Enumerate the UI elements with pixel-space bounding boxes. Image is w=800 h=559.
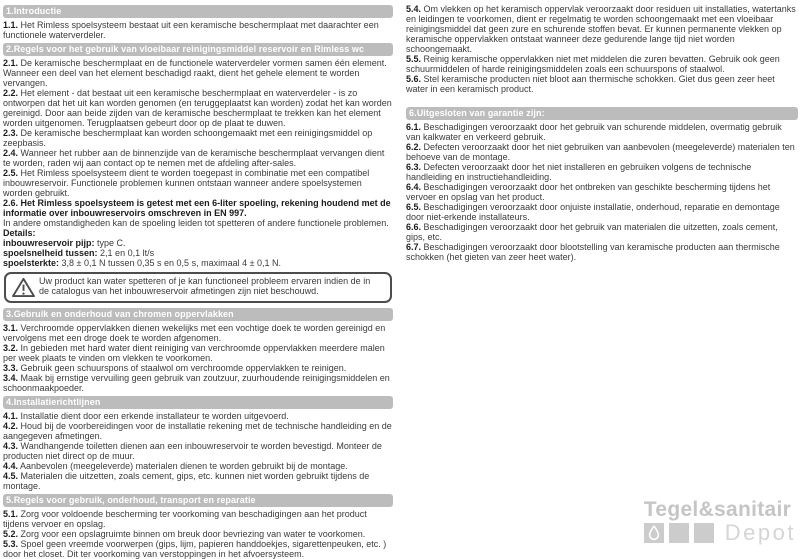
- item-text: Beschadigingen veroorzaakt door het ontbreken van geschikte bescherming tijdens het vervoer en opslag van het product.: [406, 182, 771, 202]
- paragraph: [406, 142, 798, 162]
- item-number: 6.1.: [406, 122, 422, 132]
- paragraph: [406, 54, 798, 74]
- paragraph: [406, 4, 798, 54]
- item-text: Beschadigingen veroorzaakt door blootstelling van keramische producten aan thermische schokken (het gieten van zeer heet water).: [406, 242, 780, 262]
- paragraph: [406, 222, 798, 242]
- item-text: Het Rimless spoelsysteem is getest met een 6-liter spoeling, rekening houdend met de informatie over inbouwreservoirs omschreven in EN 997.: [3, 198, 391, 218]
- paragraph: [406, 182, 798, 202]
- paragraph: [3, 411, 393, 421]
- item-number: 5.6.: [406, 74, 422, 84]
- item-text: Aanbevolen (meegeleverde) materialen dienen te worden gebruikt bij de montage.: [20, 461, 348, 471]
- item-text: In andere omstandigheden kan de spoeling leiden tot spetteren of andere functionele problemen.: [3, 218, 389, 228]
- item-number: 6.2.: [406, 142, 422, 152]
- paragraph: [3, 363, 393, 373]
- detail-line: [3, 248, 393, 258]
- paragraph: [406, 122, 798, 142]
- item-number: 1.1.: [3, 20, 19, 30]
- item-number: 4.5.: [3, 471, 19, 481]
- item-text: Stel keramische producten niet bloot aan thermische schokken. Giet dus geen zeer heet water in een keramisch product.: [406, 74, 775, 94]
- detail-term: spoelsterkte:: [3, 258, 60, 268]
- item-text: Maak bij ernstige vervuiling geen gebruik van zoutzuur, zuurhoudende reinigingsmiddelen en schoonmaakpoeder.: [3, 373, 390, 393]
- paragraph: [406, 242, 798, 262]
- paragraph: [3, 421, 393, 441]
- item-number: 5.2.: [3, 529, 19, 539]
- paragraph: [406, 162, 798, 182]
- brand-logo-row: [644, 520, 796, 545]
- item-number: 5.5.: [406, 54, 422, 64]
- item-number: 3.1.: [3, 323, 19, 333]
- item-text: Wandhangende toiletten dienen aan een inbouwreservoir te worden bevestigd. Monteer de producten niet direct op de muur.: [3, 441, 382, 461]
- item-number: 4.2.: [3, 421, 19, 431]
- paragraph: [3, 20, 393, 40]
- paragraph: [3, 128, 393, 148]
- section-header: 2.Regels voor het gebruik van vloeibaar reinigingsmiddel reservoir en Rimless wc: [3, 43, 393, 56]
- item-text: Spoel geen vreemde voorwerpen (gips, lijm, papieren handdoekjes, sigarettenpeuken, etc. ) door het closet. Dit ter voorkoming van verstoppingen in het afvoersysteem.: [3, 539, 387, 559]
- paragraph: [3, 198, 393, 218]
- paragraph: [3, 228, 393, 238]
- paragraph: [3, 88, 393, 128]
- left-column: [3, 2, 393, 559]
- paragraph: [406, 202, 798, 222]
- item-text: Om vlekken op het keramisch oppervlak veroorzaakt door residuen uit installaties, watertanks en leidingen te voorkomen, dient er regelmatig te worden schoongemaakt met een vloeibaar reinigingsmiddel dat geen zure en schurende stoffen bevat. Er kunnen permanente vlekken op keramische oppervlakken ontstaat wanneer deze gedurende lange tijd niet worden schoongemaakt.: [406, 4, 796, 54]
- tile-icon: [694, 523, 714, 543]
- paragraph: [3, 148, 393, 168]
- warning-text: Uw product kan water spetteren of je kan functioneel probleem ervaren indien de in de catalogus van het inbouwreservoir afmetingen zijn niet beschouwd.: [39, 276, 371, 296]
- warning-box: [4, 272, 392, 303]
- item-text: Houd bij de voorbereidingen voor de installatie rekening met de technische handleiding en de aangegeven afmetingen.: [3, 421, 392, 441]
- item-number: 2.1.: [3, 58, 19, 68]
- item-text: Het Rimless spoelsysteem dient te worden toegepast in combinatie met een compatibel inbouwreservoir. Functionele problemen kunnen ontstaan wanneer andere spoelsystemen worden gebruikt.: [3, 168, 370, 198]
- item-text: Reinig keramische oppervlakken niet met middelen die zuren bevatten. Gebruik ook geen schuurmiddelen of harde reinigingsmiddelen zoals een schuurspons of staalwol.: [406, 54, 780, 74]
- section-header: 4.Installatierichtlijnen: [3, 396, 393, 409]
- item-text: Beschadigingen veroorzaakt door het gebruik van schurende middelen, overmatig gebruik van kalkwater en verkeerd gebruik.: [406, 122, 782, 142]
- item-number: 3.2.: [3, 343, 19, 353]
- item-number: 4.1.: [3, 411, 19, 421]
- item-text: Installatie dient door een erkende installateur te worden uitgevoerd.: [20, 411, 289, 421]
- item-number: 3.4.: [3, 373, 19, 383]
- item-text: type C.: [97, 238, 126, 248]
- paragraph: [3, 373, 393, 393]
- item-text: Zorg voor een opslagruimte binnen om breuk door bevriezing van water te voorkomen.: [20, 529, 366, 539]
- item-number: 4.3.: [3, 441, 19, 451]
- item-number: 3.3.: [3, 363, 19, 373]
- section-header: 5.Regels voor gebruik, onderhoud, transport en reparatie: [3, 494, 393, 507]
- item-number: 6.4.: [406, 182, 422, 192]
- item-text: De keramische beschermplaat kan worden schoongemaakt met een reinigingsmiddel op zeepbasis.: [3, 128, 373, 148]
- paragraph: [406, 74, 798, 94]
- paragraph: [3, 58, 393, 88]
- section-header: 1.Introductie: [3, 5, 393, 18]
- paragraph: [3, 529, 393, 539]
- paragraph: [3, 323, 393, 343]
- brand-logo: [644, 499, 796, 543]
- item-text: Verchroomde oppervlakken dienen wekelijks met een vochtige doek te worden gereinigd en vervolgens met een droge doek te worden afgenomen.: [3, 323, 386, 343]
- paragraph: [3, 343, 393, 363]
- section-header: 6.Uitgesloten van garantie zijn:: [406, 107, 798, 120]
- item-text: 3,8 ± 0,1 N tussen 0,35 s en 0,5 s, maximaal 4 ± 0,1 N.: [61, 258, 282, 268]
- water-drop-icon: [644, 523, 664, 543]
- detail-term: inbouwreservoir pijp:: [3, 238, 95, 248]
- brand-title: Tegel&sanitair: [643, 498, 792, 521]
- item-text: Zorg voor voldoende bescherming ter voorkoming van beschadigingen aan het product tijdens vervoer en opslag.: [3, 509, 367, 529]
- item-text: Het Rimless spoelsysteem bestaat uit een keramische beschermplaat met daarachter een functionele waterverdeler.: [3, 20, 379, 40]
- section-header: 3.Gebruik en onderhoud van chromen oppervlakken: [3, 308, 393, 321]
- item-text: Beschadigingen veroorzaakt door onjuiste installatie, onderhoud, reparatie en demontage door niet-erkende installateurs.: [406, 202, 780, 222]
- paragraph: [3, 441, 393, 461]
- paragraph: [3, 509, 393, 529]
- detail-line: [3, 258, 393, 268]
- item-number: 6.5.: [406, 202, 422, 212]
- item-number: 6.7.: [406, 242, 422, 252]
- item-text: Beschadigingen veroorzaakt door het gebruik van materialen die uitzetten, zoals cement, gips, etc.: [406, 222, 778, 242]
- item-text: Gebruik geen schuurspons of staalwol om verchroomde oppervlakken te reinigen.: [20, 363, 347, 373]
- paragraph: [3, 168, 393, 198]
- item-text: De keramische beschermplaat en de functionele waterverdeler vormen samen één element. Wanneer een deel van het element beschadigd raakt, dient het gehele element te worden vervangen.: [3, 58, 387, 88]
- item-number: 2.6.: [3, 198, 19, 208]
- item-number: 2.3.: [3, 128, 19, 138]
- item-number: 2.2.: [3, 88, 19, 98]
- item-number: 6.3.: [406, 162, 422, 172]
- paragraph: [3, 471, 393, 491]
- paragraph: [3, 539, 393, 559]
- item-text: Wanneer het rubber aan de binnenzijde van de keramische beschermplaat vervangen dient te worden, raden wij aan contact op te nemen met de afdeling after-sales.: [3, 148, 385, 168]
- tile-icon: [669, 523, 689, 543]
- brand-subtitle: Depot: [724, 520, 796, 545]
- item-number: 5.3.: [3, 539, 19, 549]
- item-text: Defecten veroorzaakt door het niet gebruiken van aanbevolen (meegeleverde) materialen ten behoeve van de montage.: [406, 142, 795, 162]
- item-text: Defecten veroorzaakt door het niet installeren en gebruiken volgens de technische handleiding en instructiehandleiding.: [406, 162, 752, 182]
- right-column: [406, 4, 798, 262]
- item-text: 2,1 en 0,1 lt/s: [100, 248, 155, 258]
- item-number: 4.4.: [3, 461, 19, 471]
- item-text: In gebieden met hard water dient reiniging van verchroomde oppervlakken meerdere malen per week plaats te vinden om vlekken te voorkomen.: [3, 343, 385, 363]
- detail-line: [3, 238, 393, 248]
- detail-term: spoelsnelheid tussen:: [3, 248, 98, 258]
- item-text: Het element - dat bestaat uit een keramische beschermplaat en waterverdeler - is zo ontworpen dat het uit kan worden genomen (en teruggeplaatst kan worden) zodat het kan worden gereinigd. Door aan beide zijden van de keramische beschermplaat te trekken kan het element worden uitgenomen. Terugplaatsen gebeurt door op de plaat te duwen.: [3, 88, 392, 128]
- item-text: Details:: [3, 228, 36, 238]
- warning-triangle-icon: [12, 277, 35, 298]
- item-number: 2.4.: [3, 148, 19, 158]
- item-number: 2.5.: [3, 168, 19, 178]
- item-number: 5.4.: [406, 4, 422, 14]
- item-number: 6.6.: [406, 222, 422, 232]
- paragraph: [3, 461, 393, 471]
- item-text: Materialen die uitzetten, zoals cement, gips, etc. kunnen niet worden gebruikt tijdens de montage.: [3, 471, 370, 491]
- item-number: 5.1.: [3, 509, 19, 519]
- paragraph: [3, 218, 393, 228]
